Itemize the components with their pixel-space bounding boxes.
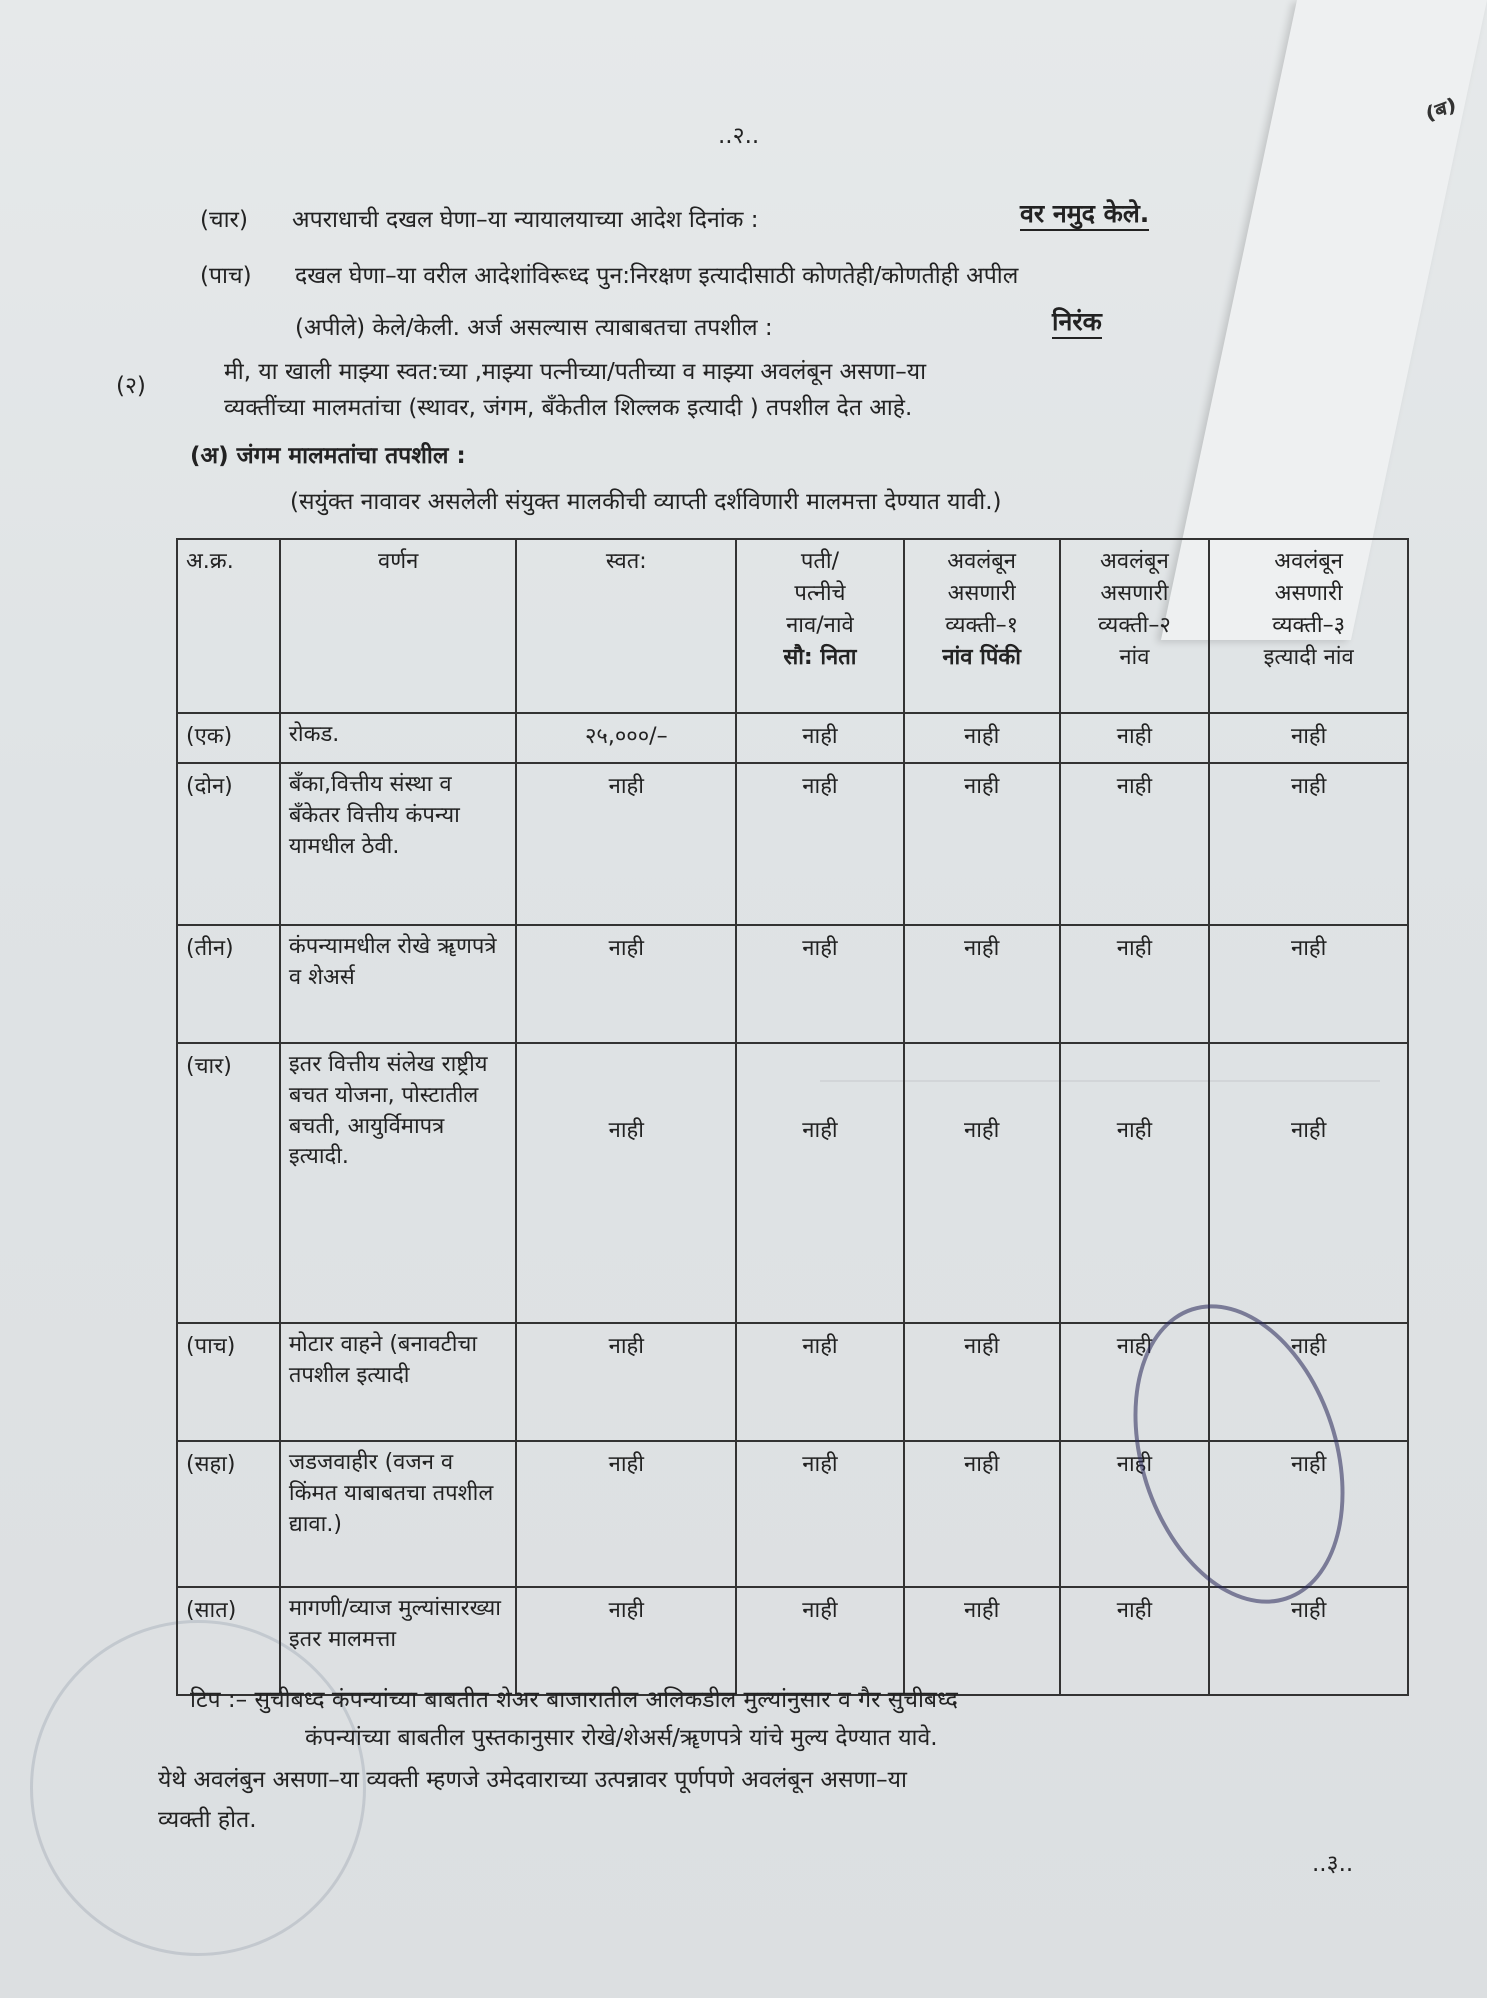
row-spouse-value: नाही — [736, 1587, 904, 1695]
table-row — [177, 1043, 1408, 1323]
page-number-bottom: ..३.. — [1312, 1851, 1354, 1877]
header-dependent-3-line: असणारी — [1274, 580, 1343, 606]
item-4-value-text: वर नमुद केले. — [1020, 199, 1149, 231]
table-row — [177, 1587, 1408, 1695]
row-spouse-value: नाही — [736, 1043, 904, 1323]
row-description: बँका,वित्तीय संस्था व बँकेतर वित्तीय कंपन्या यामधील ठेवी. — [280, 763, 517, 925]
header-dependent-1 — [904, 539, 1060, 713]
header-spouse-line: पत्नीचे — [794, 580, 846, 606]
row-dependent-1-value: नाही — [904, 1441, 1060, 1587]
row-dependent-2-value: नाही — [1060, 1587, 1210, 1695]
row-spouse-value: नाही — [736, 1323, 904, 1441]
row-dependent-3-value: नाही — [1209, 1323, 1408, 1441]
page-number-top: ..२.. — [718, 123, 760, 149]
row-spouse-value: नाही — [736, 925, 904, 1043]
header-dependent-1-name: नांव पिंकी — [942, 644, 1021, 670]
row-serial: (चार) — [177, 1043, 280, 1323]
row-self-value: नाही — [516, 1323, 736, 1441]
item-4-text: अपराधाची दखल घेणा–या न्यायालयाच्या आदेश दिनांक : — [292, 207, 759, 233]
header-dependent-2-name: नांव — [1119, 644, 1150, 670]
header-dependent-3-line: अवलंबून — [1274, 549, 1344, 574]
header-dependent-3-line: व्यक्ती–३ — [1272, 612, 1346, 638]
header-serial: अ.क्र. — [177, 539, 280, 713]
header-spouse-name: सौ: निता — [783, 644, 857, 670]
header-spouse — [736, 539, 904, 713]
table-row — [177, 925, 1408, 1043]
row-self-value: नाही — [516, 1043, 736, 1323]
row-self-value: नाही — [516, 1587, 736, 1695]
row-dependent-3-value: नाही — [1209, 763, 1408, 925]
dependent-note-line-1: येथे अवलंबुन असणा–या व्यक्ती म्हणजे उमेदवाराच्या उत्पन्नावर पूर्णपणे अवलंबून असणा–या — [158, 1767, 907, 1793]
row-self-value: २५,०००/– — [516, 713, 736, 763]
table-header-row — [177, 539, 1408, 713]
header-dependent-2-line: व्यक्ती–२ — [1098, 612, 1171, 638]
header-description: वर्णन — [280, 539, 517, 713]
row-dependent-2-value: नाही — [1060, 1441, 1210, 1587]
row-dependent-3-value: नाही — [1209, 713, 1408, 763]
row-dependent-2-value: नाही — [1060, 713, 1210, 763]
header-dependent-1-line: व्यक्ती–१ — [945, 612, 1019, 638]
row-description: मोटार वाहने (बनावटीचा तपशील इत्यादी — [280, 1323, 517, 1441]
row-serial: (सात) — [177, 1587, 280, 1695]
header-self: स्वत: — [516, 539, 736, 713]
item-4-value — [1020, 196, 1149, 230]
row-serial: (सहा) — [177, 1441, 280, 1587]
item-4-label: (चार) — [200, 207, 248, 233]
subsection-a-title: (अ) जंगम मालमतांचा तपशील : — [190, 443, 466, 469]
header-spouse-line: पती/ — [800, 549, 839, 574]
header-spouse-line: नाव/नावे — [786, 612, 854, 638]
header-dependent-2 — [1060, 539, 1210, 713]
header-dependent-3 — [1209, 539, 1408, 713]
row-dependent-3-value: नाही — [1209, 1441, 1408, 1587]
row-dependent-2-value: नाही — [1060, 925, 1210, 1043]
row-description: जडजवाहीर (वजन व किंमत याबाबतचा तपशील द्यावा.) — [280, 1441, 517, 1587]
row-dependent-1-value: नाही — [904, 1587, 1060, 1695]
item-5-value-text: निरंक — [1052, 307, 1102, 339]
section-2-line-1: मी, या खाली माझ्या स्वत:च्या ,माझ्या पत्नीच्या/पतीच्या व माझ्या अवलंबून असणा–या — [224, 359, 927, 385]
dependent-note-line-2: व्यक्ती होत. — [158, 1807, 257, 1833]
row-self-value: नाही — [516, 763, 736, 925]
item-5-label: (पाच) — [200, 263, 252, 289]
row-serial: (तीन) — [177, 925, 280, 1043]
row-dependent-3-value: नाही — [1209, 925, 1408, 1043]
row-dependent-2-value: नाही — [1060, 1043, 1210, 1323]
row-description: मागणी/व्याज मुल्यांसारख्या इतर मालमत्ता — [280, 1587, 517, 1695]
joint-ownership-note: (सयुंक्त नावावर असलेली संयुक्त मालकीची व्याप्ती दर्शविणारी मालमत्ता देण्यात यावी.) — [290, 489, 1002, 515]
header-dependent-1-line: अवलंबून — [947, 549, 1017, 574]
row-description: रोकड. — [280, 713, 517, 763]
item-5-text-1: दखल घेणा–या वरील आदेशांविरूध्द पुन:निरक्षण इत्यादीसाठी कोणतेही/कोणतीही अपील — [295, 263, 1019, 289]
row-description: कंपन्यामधील रोखे ॠणपत्रे व शेअर्स — [280, 925, 517, 1043]
row-dependent-1-value: नाही — [904, 1043, 1060, 1323]
header-dependent-3-name: इत्यादी नांव — [1263, 644, 1354, 670]
row-dependent-3-value: नाही — [1209, 1587, 1408, 1695]
row-dependent-1-value: नाही — [904, 1323, 1060, 1441]
row-self-value: नाही — [516, 1441, 736, 1587]
header-dependent-2-line: असणारी — [1100, 580, 1169, 606]
row-spouse-value: नाही — [736, 763, 904, 925]
item-5-text-2: (अपीले) केले/केली. अर्ज असल्यास त्याबाबतचा तपशील : — [295, 315, 773, 341]
row-dependent-1-value: नाही — [904, 713, 1060, 763]
section-2-line-2: व्यक्तींच्या मालमतांचा (स्थावर, जंगम, बँकेतील शिल्लक इत्यादी ) तपशील देत आहे. — [224, 395, 913, 421]
table-row — [177, 763, 1408, 925]
row-serial: (पाच) — [177, 1323, 280, 1441]
row-dependent-2-value: नाही — [1060, 763, 1210, 925]
tip-line-2: कंपन्यांच्या बाबतील पुस्तकानुसार रोखे/शेअर्स/ॠणपत्रे यांचे मुल्य देण्यात यावे. — [305, 1725, 938, 1751]
row-serial: (एक) — [177, 713, 280, 763]
row-dependent-1-value: नाही — [904, 763, 1060, 925]
row-spouse-value: नाही — [736, 1441, 904, 1587]
row-dependent-2-value: नाही — [1060, 1323, 1210, 1441]
row-serial: (दोन) — [177, 763, 280, 925]
tip-line-1: टिप :– सुचीबध्द कंपन्यांच्या बाबतीत शेअर बाजारातील अलिकडील मुल्यांनुसार व गैर सुचीबध्द — [190, 1687, 958, 1713]
row-description: इतर वित्तीय संलेख राष्ट्रीय बचत योजना, पोस्टातील बचती, आयुर्विमापत्र इत्यादी. — [280, 1043, 517, 1323]
table-row — [177, 713, 1408, 763]
section-2-label: (२) — [116, 373, 146, 399]
row-spouse-value: नाही — [736, 713, 904, 763]
row-dependent-3-value: नाही — [1209, 1043, 1408, 1323]
header-dependent-2-line: अवलंबून — [1100, 549, 1169, 574]
item-5-value — [1052, 304, 1102, 338]
adjacent-page-text: (ब) — [1424, 92, 1459, 126]
header-dependent-1-line: असणारी — [947, 580, 1016, 606]
row-dependent-1-value: नाही — [904, 925, 1060, 1043]
row-self-value: नाही — [516, 925, 736, 1043]
